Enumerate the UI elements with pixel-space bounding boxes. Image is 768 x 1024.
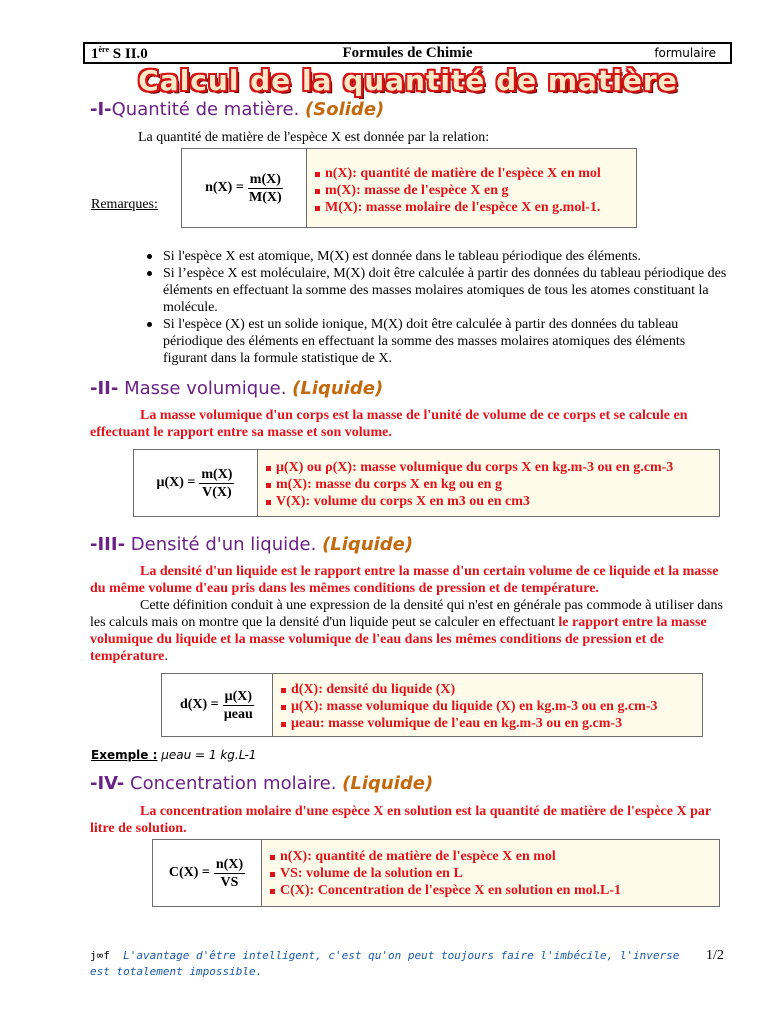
main-title: Calcul de la quantité de matière — [138, 64, 678, 97]
formula-quantity: n(X) = $\frac{m(X)}{M(X)}$ — [181, 148, 307, 228]
section-4-definition: La concentration molaire d'une espèce X en solution est la quantité de matière de l'espèce X par litre de solution. — [90, 804, 711, 836]
example-label: Exemple : — [91, 748, 158, 762]
def-item: d(X): densité du liquide (X) — [281, 681, 702, 698]
section-3-heading: -III- Densité d'un liquide. (Liquide) — [90, 534, 414, 555]
course-code: 1ère S II.0 — [91, 45, 148, 62]
remark-item: Si l'espèce (X) est un solide ionique, M(X) doit être calculée à partir des données du tableau périodique des éléments en effectuant la somme des masses molaires atomiques des éléments figurant dans la formule statistique de X. — [138, 316, 728, 367]
section-2-heading: -II- Masse volumique. (Liquide) — [90, 378, 384, 399]
def-item: n(X): quantité de matière de l'espèce X en mol — [270, 848, 719, 865]
definitions-density — [273, 673, 703, 737]
section-1-heading: -I-Quantité de matière. (Solide) — [90, 99, 385, 120]
section-3-definition: La densité d'un liquide est le rapport entre la masse d'un certain volume de ce liquide et la masse du même volume d'eau pris dans les mêmes conditions de pression et de température. — [90, 564, 719, 596]
definitions-mass-density — [258, 449, 720, 517]
page-header — [83, 42, 732, 64]
example — [91, 748, 256, 762]
page-number: 1/2 — [706, 948, 724, 963]
remarks-label: Remarques: — [91, 197, 158, 212]
def-item: C(X): Concentration de l'espèce X en solution en mol.L-1 — [270, 882, 719, 899]
formula-density-mass: μ(X) = $\frac{m(X)}{V(X)}$ — [133, 449, 258, 517]
section-4-heading: -IV- Concentration molaire. (Liquide) — [90, 773, 434, 794]
def-item: μ(X): masse volumique du liquide (X) en kg.m-3 ou en g.cm-3 — [281, 698, 702, 715]
def-item: m(X): masse de l'espèce X en g — [315, 182, 636, 199]
footer-quote — [90, 948, 680, 980]
definitions-concentration — [262, 839, 720, 907]
def-item: μeau: masse volumique de l'eau en kg.m-3 ou en g.cm-3 — [281, 715, 702, 732]
remark-item: Si l’espèce X est moléculaire, M(X) doit être calculée à partir des données du tableau périodique des éléments en effectuant la somme des masses molaires atomiques de tous les atomes constituant la molécule. — [138, 265, 728, 316]
header-type: formulaire — [654, 46, 716, 60]
header-title: Formules de Chimie — [342, 45, 473, 61]
def-item: VS: volume de la solution en L — [270, 865, 719, 882]
section-2-definition: La masse volumique d'un corps est la masse de l'unité de volume de ce corps et se calcule en effectuant le rapport entre sa masse et son volume. — [90, 408, 688, 440]
example-value: μeau = 1 kg.L-1 — [161, 748, 257, 762]
definitions-quantity — [307, 148, 637, 228]
formula-density: d(X) = $\frac{\mu(X)}{\text{μeau}}$ — [161, 673, 273, 737]
def-item: V(X): volume du corps X en m3 ou en cm3 — [266, 493, 719, 510]
def-item: M(X): masse molaire de l'espèce X en g.mol-1. — [315, 199, 636, 216]
remarks-list — [138, 248, 728, 367]
def-item: μ(X) ou ρ(X): masse volumique du corps X en kg.m-3 ou en g.cm-3 — [266, 459, 719, 476]
remark-item: Si l'espèce X est atomique, M(X) est donnée dans le tableau périodique des éléments. — [138, 248, 728, 265]
section-1-intro: La quantité de matière de l'espèce X est donnée par la relation: — [138, 130, 490, 145]
def-item: m(X): masse du corps X en kg ou en g — [266, 476, 719, 493]
def-item: n(X): quantité de matière de l'espèce X en mol — [315, 165, 636, 182]
section-3-text: Cette définition conduit à une expression de la densité qui n'est en générale pas commode à utiliser dans les calculs mais on montre que la densité d'un liquide peut se calculer en effectuant le rapport entre la masse volumique du liquide et la masse volumique de l'eau dans les mêmes conditions de pression et de température. — [90, 598, 723, 664]
quote-text: L'avantage d'être intelligent, c'est qu'on peut toujours faire l'imbécile, l'inverse est totalement impossible. — [90, 949, 680, 978]
footer-author: j∞f — [90, 949, 110, 962]
formula-concentration: C(X) = $\frac{n(X)}{VS}$ — [152, 839, 262, 907]
